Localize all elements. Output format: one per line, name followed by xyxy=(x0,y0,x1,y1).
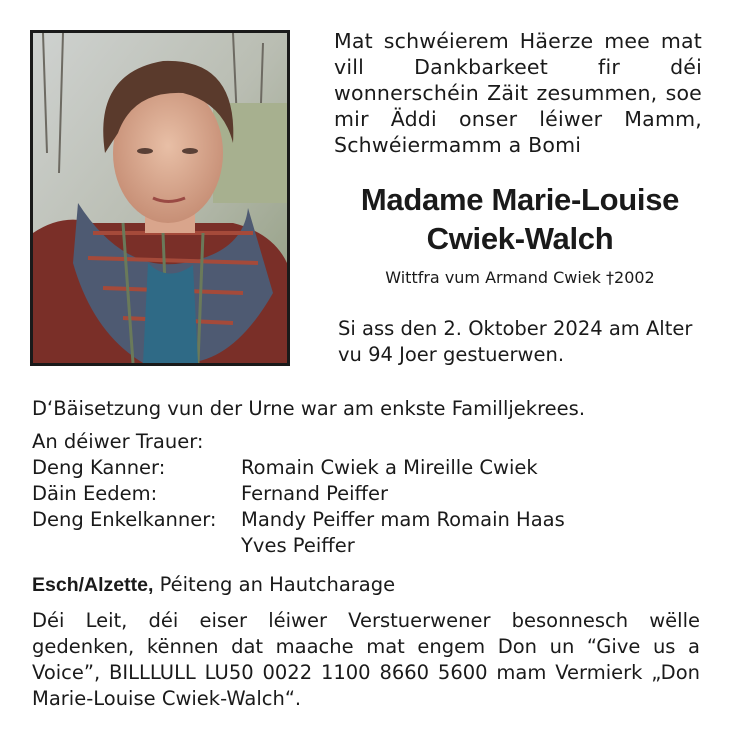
mourner-label: Däin Eedem: xyxy=(32,482,158,505)
mourners-heading: An déiwer Trauer: xyxy=(32,430,204,453)
widow-note: Wittfra vum Armand Cwiek †2002 xyxy=(385,268,655,287)
location-rest: Péiteng an Hautcharage xyxy=(153,573,396,596)
mourner-row xyxy=(32,481,712,507)
mourner-names: Fernand Peiffer xyxy=(241,482,388,505)
mourner-label: Deng Enkelkanner: xyxy=(32,508,217,531)
death-line-2: vu 94 Joer gestuerwen. xyxy=(338,343,565,366)
mourner-label xyxy=(32,533,241,559)
funeral-note: D‘Bäisetzung vun der Urne war am enkste Familljekrees. xyxy=(32,397,586,420)
intro-text: Mat schwéierem Häerze mee mat vill Dankbarkeet fir déi wonnerschéin Zäit zesummen, soe mir Äddi onser léiwer Mamm, Schwéiermamm a Bomi xyxy=(334,29,702,157)
mourners-list xyxy=(32,429,712,559)
death-notice xyxy=(338,316,718,368)
mourner-row xyxy=(32,455,712,481)
portrait-photo xyxy=(30,30,290,366)
mourner-row xyxy=(32,533,712,559)
locations xyxy=(32,572,712,598)
mourner-names: Yves Peiffer xyxy=(241,534,355,557)
portrait-image xyxy=(33,33,287,363)
deceased-name xyxy=(318,180,722,258)
mourner-row xyxy=(32,507,712,533)
location-bold: Esch/Alzette, xyxy=(32,574,154,596)
name-second-line: Cwiek-Walch xyxy=(426,221,614,256)
donation-note: Déi Leit, déi eiser léiwer Verstuerwener besonnesch wëlle gedenken, kënnen dat maache mat engem Don un “Give us a Voice”, BILLLULL LU50 0022 1100 8660 5600 mam Vermierk „Don Marie-Louise Cwiek-Walch“. xyxy=(32,609,700,710)
name-first-line: Madame Marie-Louise xyxy=(360,182,680,217)
mourner-names: Mandy Peiffer mam Romain Haas xyxy=(241,508,565,531)
mourner-label: Deng Kanner: xyxy=(32,456,166,479)
mourner-names: Romain Cwiek a Mireille Cwiek xyxy=(241,456,538,479)
death-line-1: Si ass den 2. Oktober 2024 am Alter xyxy=(338,317,693,340)
